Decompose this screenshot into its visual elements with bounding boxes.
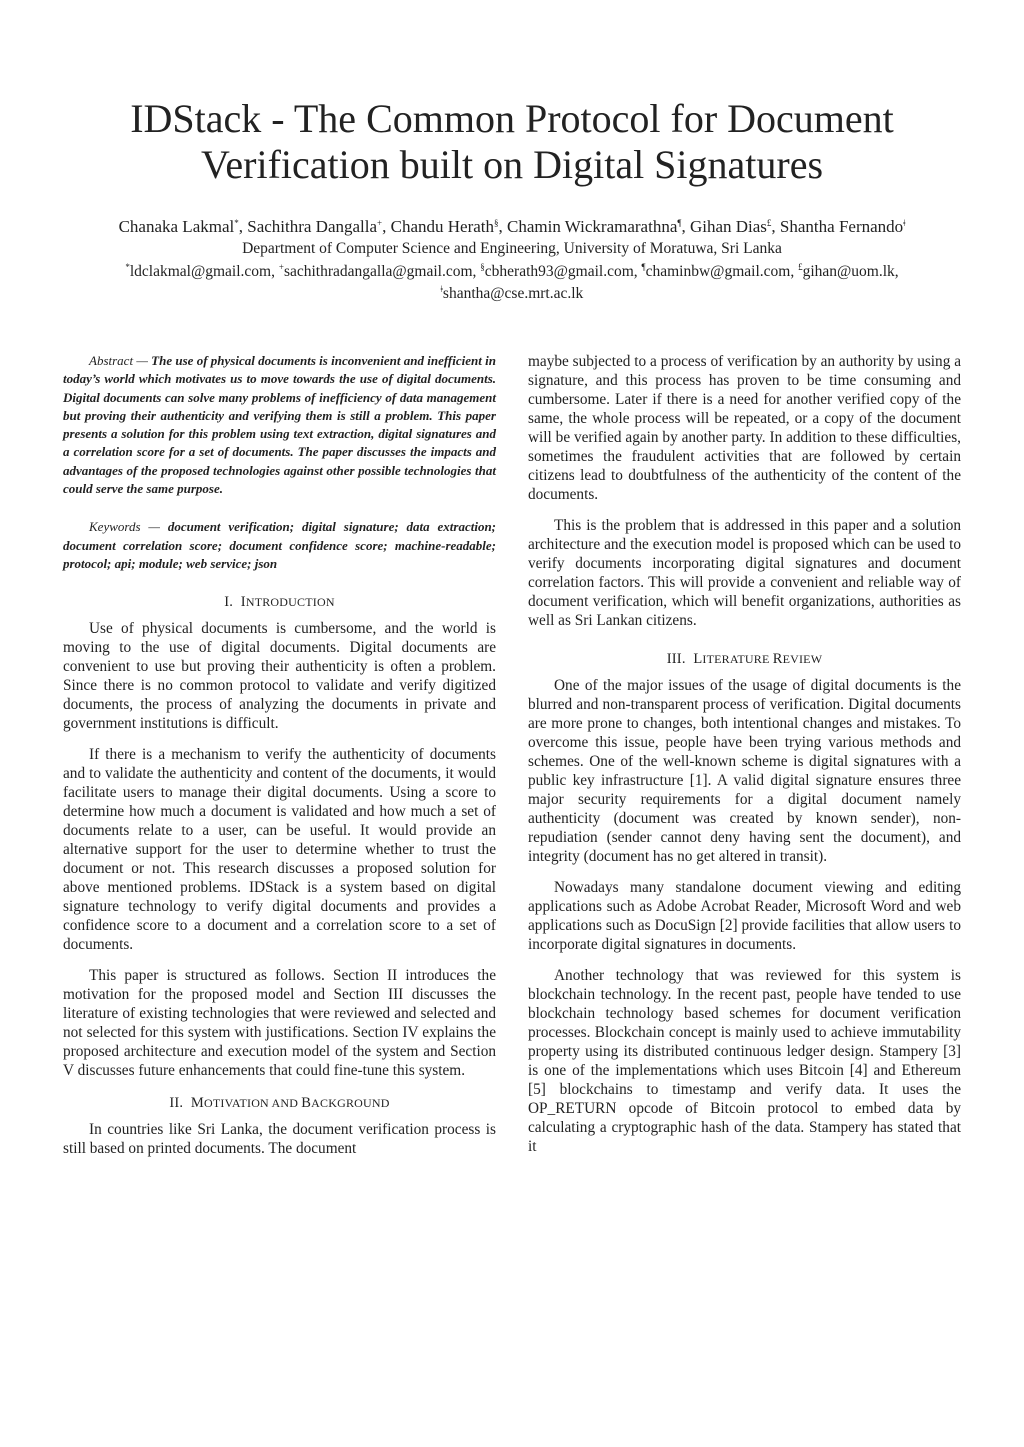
motivation-paragraph-1-continued: maybe subjected to a process of verification by an authority by using a signature, and this process has proven to be time consuming and cumbersome. Later if there is a need for another verified copy of the same, the whole process will be repeated, or a copy of the document will be verified again by another party. In addition to these difficulties, sometimes the fraudulent activities that are followed by certain citizens lead to doubtfulness of the authenticity of the content of the documents. xyxy=(528,353,961,503)
section-heading-introduction xyxy=(63,593,496,611)
author-mark: ¶ xyxy=(677,218,682,228)
section-heading-motivation xyxy=(63,1094,496,1112)
email-address: ldclakmal@gmail.com xyxy=(129,263,272,280)
section-title-cap: L xyxy=(693,651,703,667)
email-line-2 xyxy=(40,283,984,305)
author-name: Chanaka Lakmal xyxy=(118,217,235,236)
email-address: sachithradangalla@gmail.com xyxy=(283,263,473,280)
email-mark: £ xyxy=(798,262,803,272)
intro-paragraph-3: This paper is structured as follows. Section II introduces the motivation for the proposed model and Section III discusses the literature of existing technologies that were reviewed and selected and not selected for this system with justifications. Section IV explains the proposed architecture and execution model of the system and Section V discusses future enhancements that could fine-tune this system. xyxy=(63,967,496,1080)
section-title-cap: I xyxy=(240,594,246,611)
email-list xyxy=(40,261,984,305)
motivation-paragraph-1: In countries like Sri Lanka, the document verification process is still based on printed documents. The document xyxy=(63,1121,496,1158)
section-title-cap: B xyxy=(301,1095,312,1112)
abstract xyxy=(63,352,496,498)
right-column xyxy=(528,352,961,1168)
author-name: Shantha Fernando xyxy=(779,217,904,236)
left-column xyxy=(63,352,496,1170)
email-mark: ¶ xyxy=(641,262,646,272)
section-number: I. xyxy=(224,594,234,611)
email-line-1: *ldclakmal@gmail.com, +sachithradangalla@gmail.com, §cbherath93@gmail.com, ¶chaminbw@gmail.com, £gihan@uom.lk, xyxy=(125,262,899,280)
author-mark: £ xyxy=(766,218,772,228)
email-address: chaminbw@gmail.com xyxy=(645,263,791,280)
author-mark: § xyxy=(494,218,499,228)
affiliation: Department of Computer Science and Engineering, University of Moratuwa, Sri Lanka xyxy=(242,240,782,257)
intro-paragraph-1: Use of physical documents is cumbersome, and the world is moving to the use of digital documents. Digital documents are convenient to use but proving their authenticity is often a problem. Since there is no common protocol to validate and verify digitized documents, the process of analyzing the documents in private and government institutions is difficult. xyxy=(63,620,496,733)
literature-paragraph-3: Another technology that was reviewed for this system is blockchain technology. In the recent past, people have tended to use blockchain technology based schemes for document verification processes. Blockchain concept is mainly used to achieve immutability property using its distributed continuous ledger design. Stampery [3] is one of the implementations which uses Bitcoin [4] and Ethereum [5] blockchains to timestamp and verify data. It uses the OP_RETURN opcode of Bitcoin protocol to embed data by calculating a cryptographic hash of the data. Stampery has stated that it xyxy=(528,967,961,1155)
section-number: III. xyxy=(666,651,686,667)
abstract-label: Abstract — xyxy=(89,353,152,368)
email-mark: * xyxy=(125,262,130,272)
section-title-rest: ACKGROUND xyxy=(311,1096,390,1111)
title-line-2: Verification built on Digital Signatures xyxy=(200,142,824,187)
abstract-text: The use of physical documents is inconvenient and inefficient in today’s world which motivates us to move towards the use of digital documents. Digital documents can solve many problems of inefficiency of data management but proving their authenticity and verifying them is still a problem. This paper presents a solution for this problem using text extraction, digital signatures and a correlation score for a set of documents. The paper discusses the impacts and advantages of the proposed technologies against other possible technologies that could serve the same purpose. xyxy=(63,353,496,497)
section-title-cap: M xyxy=(190,1095,205,1112)
section-title-rest: OTIVATION AND xyxy=(204,1096,302,1111)
section-title-rest: EVIEW xyxy=(782,652,823,666)
author-name: Sachithra Dangalla xyxy=(247,217,378,236)
email-address: cbherath93@gmail.com xyxy=(484,263,634,280)
author-name: Gihan Dias xyxy=(689,217,767,236)
section-title-rest: NTRODUCTION xyxy=(245,595,335,610)
title-line-1: IDStack - The Common Protocol for Document xyxy=(130,96,894,141)
literature-paragraph-1: One of the major issues of the usage of digital documents is the blurred and non-transparent process of verification. Digital documents are more prone to changes, both intentional changes and mistakes. To overcome this issue, people have been trying various methods and schemes. One of the well-known scheme is digital signatures with a public key infrastructure [1]. A valid digital signature ensures three major security requirements for a digital document namely authenticity (document was created by known sender), non-repudiation (sender cannot deny having sent the document), and integrity (document has no get altered in transit). xyxy=(528,677,961,865)
author-name: Chandu Herath xyxy=(390,217,495,236)
email-mark: § xyxy=(480,262,485,272)
literature-paragraph-2: Nowadays many standalone document viewing and editing applications such as Adobe Acrobat Reader, Microsoft Word and web applications such as DocuSign [2] provide facilities that allow users to incorporate digital signatures in documents. xyxy=(528,879,961,953)
email-mark: + xyxy=(278,262,284,272)
author-mark: ǂ xyxy=(903,218,906,228)
section-heading-literature xyxy=(528,650,961,668)
keywords-text: document verification; digital signature; data extraction; document correlation score; document confidence score; machine-readable; protocol; api; module; web service; json xyxy=(63,519,497,571)
author-mark: + xyxy=(377,218,383,228)
email-address: gihan@uom.lk xyxy=(802,263,895,280)
keywords-label: Keywords — xyxy=(89,519,168,535)
intro-paragraph-2: If there is a mechanism to verify the authenticity of documents and to validate the authenticity and content of the documents, it would facilitate users to manage their digital documents. Using a score to determine how much a document is validated and how much a set of documents relate to a user, can be useful. It would provide an alternative support for the user to determine whether to trust the document or not. This research discusses a proposed solution for above mentioned problems. IDStack is a system based on digital signature technology to verify digital documents and provides a confidence score to a document and a correlation score to a set of documents. xyxy=(63,746,496,954)
section-title-rest: ITERATURE xyxy=(702,652,773,666)
email-address: shantha@cse.mrt.ac.lk xyxy=(442,285,584,302)
keywords xyxy=(63,518,496,573)
email-mark: ǂ xyxy=(440,284,443,294)
paper-title xyxy=(60,96,964,188)
author-name: Chamin Wickramarathna xyxy=(507,217,678,236)
motivation-paragraph-2: This is the problem that is addressed in this paper and a solution architecture and the execution model is proposed which can be used to verify documents incorporating digital signatures and document correlation factors. This will provide a convenient and reliable way of document verification, which will benefit organizations, authorities as well as Sri Lankan citizens. xyxy=(528,517,961,629)
author-mark: * xyxy=(234,218,239,228)
author-list: Chanaka Lakmal*, Sachithra Dangalla+, Chandu Herath§, Chamin Wickramarathna¶, Gihan Dias£, Shantha Fernando$^ǂ$ xyxy=(118,217,906,236)
section-title-cap: R xyxy=(772,651,783,667)
section-number: II. xyxy=(169,1095,184,1112)
